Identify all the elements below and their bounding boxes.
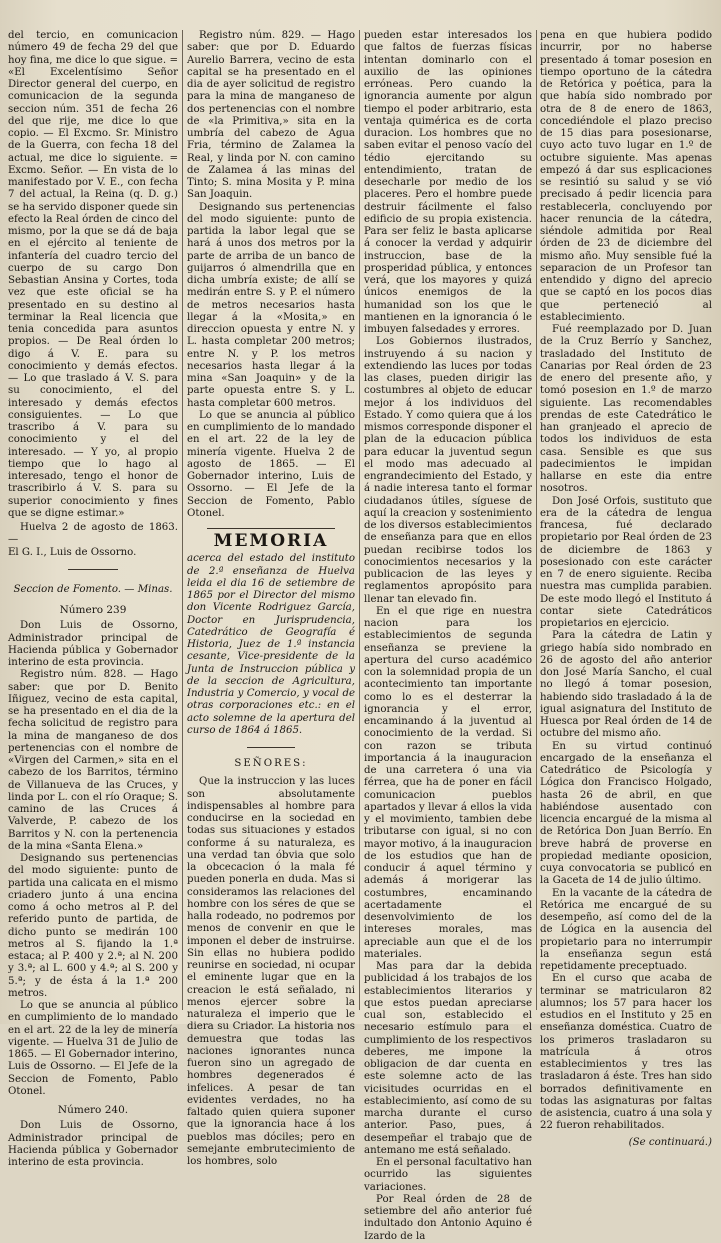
- paragraph: Lo que se anuncia al público en cumplimiento de lo mandado en el art. 22 de la ley de minería vigente. — Huelva 31 de Julio de 1865. — El Gobernador interino, Luis de Ossorno. — El Jefe de la Seccion de Fomento, Pablo Otonel.: [8, 1000, 178, 1097]
- paragraph: Don Luis de Ossorno, Administrador principal de Hacienda pública y Gobernador interino de esta provincia.: [8, 620, 178, 668]
- divider: [207, 528, 335, 529]
- column-4: [540, 30, 712, 1148]
- memoria-subtitle: acerca del estado del instituto de 2.ª enseñanza de Huelva leida el dia 16 de setiembre de 1865 por el Director del mismo don Vicente Rodriguez García, Doctor en Jurisprudencia, Catedrático de Geografía é Historia, Juez de 1.ª instancia cesante, Vice-presidente de la Junta de Instruccion pública y de la seccion de Agricultura, Industria y Comercio, y vocal de otras corporaciones etc.: en el acto solemne de la apertura del curso de 1864 á 1865.: [187, 553, 355, 736]
- item-number-heading: Número 239: [59, 604, 127, 616]
- column-rule: [536, 30, 537, 1010]
- column-2: [187, 30, 355, 1167]
- paragraph: del tercio, en comunicacion número 49 de fecha 29 del que hoy fina, me dice lo que sigue. = «El Excelentísimo Señor Director general del cuerpo, en comunicacion de la segunda seccion núm. 351 de fecha 26 del que rije, me dice lo que copio. — El Excmo. Sr. Ministro de la Guerra, con fecha 18 del actual, me dice lo siguiente. = Excmo. Señor. — En vista de lo manifestado por V. E., con fecha 7 del actual, la Reina (q. D. g.) se ha servido disponer quede sin efecto la Real órden de cinco del mismo, por la que se dá de baja en el ejército al teniente de infantería del cuadro tercio del cuerpo de su cargo Don Sebastian Ansina y Cortes, toda vez que este oficial se ha presentado en su destino al terminar la Real licencia que tenia concedida para asuntos propios. — De Real órden lo digo á V. E. para su conocimiento y demás efectos. — Lo que traslado á V. S. para su conocimiento, el del interesado y demás efectos consiguientes. — Lo que trascribo á V. para su conocimiento y el del interesado. — Y yo, al propio tiempo que lo hago al interesado, tengo el honor de trascribirlo á V. S. para su superior conocimiento y fines que se digne estimar.»: [8, 30, 178, 519]
- paragraph: pena en que hubiera podido incurrir, por no haberse presentado á tomar posesion en tiempo oportuno de la cátedra de Retórica y poética, para la que había sido nombrado por otra de 8 de enero de 1863, concediéndole el plazo preciso de 15 dias para posesionarse, cuyo acto tuvo lugar en 1.º de octubre siguiente. Mas apenas empezó á dar sus esplicaciones se resintió su salud y se vió precisado á pedir licencia para restablecerla, concluyendo por hacer renuncia de la cátedra, siéndole admitida por Real órden de 23 de diciembre del mismo año. Muy sensible fué la separacion de un Profesor tan entendido y digno del aprecio que se captó en los pocos dias que perteneció al establecimiento.: [540, 30, 712, 323]
- paragraph: Que la instruccion y las luces son absolutamente indispensables al hombre para conducirse en la sociedad en todas sus situaciones y estados conforme á su naturaleza, es una verdad tan óbvia que solo la obcecacion ó la mala fé pueden ponerla en duda. Mas si consideramos las relaciones del hombre con los séres de que se halla rodeado, no podremos por menos de convenir en que le imponen el deber de instruirse. Sin ellas no hubiera podido reunirse en sociedad, ni ocupar el eminente lugar que en la creacion le está señalado, ni menos ejercer sobre la naturaleza el imperio que le diera su Criador. La historia nos demuestra que todas las naciones ignorantes nunca fueron sino un agregado de hombres degenerados é infelices. A pesar de tan evidentes verdades, no ha faltado quien quiera suponer que la ignorancia hace á los pueblos mas dóciles; pero en semejante embrutecimiento de los hombres, solo: [187, 776, 355, 1167]
- paragraph: Los Gobiernos ilustrados, instruyendo á su nacion y extendiendo las luces por todas las clases, pueden dirigir las costumbres al objeto de educar mejor á los individuos del Estado. Y como quiera que á los mismos corresponde disponer el plan de la educacion pública para educar la juventud segun el modo mas adecuado al engrandecimiento del Estado, y á nadie interesa tanto el formar ciudadanos útiles, síguese de aquí la creacion y sostenimiento de los diversos establecimientos de enseñanza para que en ellos puedan recibirse todos los conocimientos necesarios y la publicacion de las leyes y reglamentos apropósito para llenar tan elevado fin.: [364, 336, 532, 605]
- divider: [247, 747, 295, 748]
- paragraph: En su virtud continuó encargado de la enseñanza el Catedrático de Psicología y Lógica don Francisco Holgado, hasta 26 de abril, en que habiéndose ausentado con licencia encargué de la misma al de Retórica Don Juan Berrío. En breve habrá de proverse en propiedad mediante oposicion, cuya convocatoria se publicó en la Gaceta de 14 de julio último.: [540, 740, 712, 887]
- paragraph: En el personal facultativo han ocurrido las siguientes variaciones.: [364, 1157, 532, 1193]
- paragraph: Designando sus pertenencias del modo siguiente: punto de partida la labor legal que se hará á unos dos metros por la parte de arriba de un banco de guijarros ó almendrilla que en dicha umbría existe; de allí se medirán entre S. y P. el número de metros necesarios hasta llegar á la «Mosita,» en direccion opuesta y entre N. y L. hasta completar 200 metros; entre N. y P. los metros necesarios hasta llegar á la mina «San Joaquin» y de la parte opuesta entre S. y L. hasta completar 600 metros.: [187, 201, 355, 409]
- paragraph: pueden estar interesados los que faltos de fuerzas físicas intentan dominarlo con el auxilio de las opiniones erróneas. Pero cuando la ignorancia aumente por algun tiempo el poder arbitrario, esta ventaja quimérica es de corta duracion. Los hombres que no saben evitar el penoso vacío del tédio ejercitando su entendimiento, tratan de desecharle por medio de los placeres. Pero el hombre puede destruir fácilmente el falso edificio de su propia existencia. Para ser feliz le basta aplicarse á conocer la verdad y adquirir instruccion, base de la prosperidad pública, y entonces verá, que los mayores y quizá únicos enemigos de la humanidad son los que le mantienen en la ignorancia ó le imbuyen falsedades y errores.: [364, 30, 532, 335]
- salutation: SEÑORES:: [234, 758, 308, 769]
- paragraph: Don José Orfois, sustituto que era de la cátedra de lengua francesa, fué declarado propietario por Real órden de 23 de diciembre de 1863 y posesionado con este carácter en 7 de enero siguiente. Reciba nuestra mas cumplida parabien. De este modo llegó el Instituto á contar siete Catedráticos propietarios en ejercicio.: [540, 495, 712, 629]
- paragraph: En la vacante de la cátedra de Retórica me encargué de su desempeño, así como del de la de Lógica en la ausencia del propietario para no interrumpir la enseñanza segun está repetidamente preceptuado.: [540, 887, 712, 972]
- signature: El G. I., Luis de Ossorno.: [8, 546, 137, 558]
- continued-note: (Se continuará.): [628, 1136, 712, 1148]
- column-rule: [359, 30, 360, 1010]
- paragraph: Por Real órden de 28 de setiembre del año anterior fué indultado don Antonio Aquino é Izardo de la: [364, 1193, 532, 1242]
- paragraph: En el que rige en nuestra nacion para los establecimientos de segunda enseñanza se previene la apertura del curso académico con la solemnidad propia de un acontecimiento tan importante como lo es el desterrar la ignorancia y el error, encaminando á la juventud al conocimiento de la verdad. Si con razon se tributa importancia á la inauguracion de una carretera ó una via férrea, que ha de poner en fácil comunicacion pueblos apartados y llevar á ellos la vida y el movimiento, tambien debe tributarse con igual, si no con mayor motivo, á la inauguracion de los estudios que han de conducir á aquel término y además á morigerar las costumbres, encaminando acertadamente el desenvolvimiento de los intereses morales, mas apreciable aun que el de los materiales.: [364, 605, 532, 960]
- paragraph: Don Luis de Ossorno, Administrador principal de Hacienda pública y Gobernador interino de esta provincia.: [8, 1120, 178, 1168]
- paragraph: Registro núm. 829. — Hago saber: que por D. Eduardo Aurelio Barrera, vecino de esta capital se ha presentado en el dia de ayer solicitud de registro para la mina de manganeso de dos pertenencias con el nombre de «la Primitiva,» sita en la umbría del cabezo de Agua Fria, término de Zalamea la Real, y linda por N. con camino de Zalamea á las minas del Tinto; S. mina Mosita y P. mina San Joaquin.: [187, 30, 355, 201]
- divider: [68, 569, 118, 570]
- dateline: Huelva 2 de agosto de 1863. —: [8, 522, 178, 546]
- item-number-heading: Número 240.: [57, 1104, 129, 1116]
- paragraph: Lo que se anuncia al público en cumplimiento de lo mandado en el art. 22 de la ley de minería vigente. Huelva 2 de agosto de 1865. — El Gobernador interino, Luis de Ossorno. — El Jefe de la Seccion de Fomento, Pablo Otonel.: [187, 409, 355, 519]
- paragraph: Fué reemplazado por D. Juan de la Cruz Berrío y Sanchez, trasladado del Instituto de Canarias por Real órden de 23 de enero del presente año, y tomó posesion en 1.º de marzo siguiente. Las recomendables prendas de este Catedrático le han granjeado el aprecio de todos los individuos de esta casa. Sensible es que sus padecimientos le impidan hallarse en este dia entre nosotros.: [540, 324, 712, 495]
- paragraph: Para la cátedra de Latin y griego había sido nombrado en 26 de agosto del año anterior don José María Sancho, el cual no llegó á tomar posesion, habiendo sido trasladado á la de igual asignatura del Instituto de Huesca por Real órden de 14 de octubre del mismo año.: [540, 630, 712, 740]
- paragraph: Designando sus pertenencias del modo siguiente: punto de partida una calicata en el mismo criadero junto á una encina como á ocho metros al P. del referido punto de partida, de dicho punto se medirán 100 metros al S. fijando la 1.ª estaca; al P. 400 y 2.ª; al N. 200 y 3.ª; al L. 600 y 4.ª; al S. 200 y 5.ª; y de ésta á la 1.ª 200 metros.: [8, 853, 178, 999]
- paragraph: Mas para dar la debida publicidad á los trabajos de los establecimientos literarios y que estos puedan apreciarse cual son, establecido el necesario estímulo para el cumplimiento de los respectivos deberes, me impone la obligacion de dar cuenta en este solemne acto de las vicisitudes ocurridas en el establecimiento, así como de su marcha durante el curso anterior. Paso, pues, á desempeñar el trabajo que de antemano me está señalado.: [364, 961, 532, 1156]
- column-1: [8, 30, 178, 1168]
- column-rule: [182, 30, 183, 1010]
- column-3: [364, 30, 532, 1242]
- section-heading: Seccion de Fomento. — Minas.: [13, 583, 173, 595]
- memoria-title: MEMORIA: [213, 531, 329, 551]
- paragraph: Registro núm. 828. — Hago saber: que por D. Benito Iñiguez, vecino de esta capital, se ha presentado en el dia de la fecha solicitud de registro para la mina de manganeso de dos pertenencias con el nombre de «Virgen del Carmen,» sita en el cabezo de los Barritos, término de Villanueva de las Cruces, y linda por L. con el río Oraque; S. camino de las Cruces á Valverde, P. cabezo de los Barritos y N. con la pertenencia de la mina «Santa Elena.»: [8, 669, 178, 852]
- paragraph: En el curso que acaba de terminar se matricularon 82 alumnos; los 57 para hacer los estudios en el Instituto y 25 en enseñanza doméstica. Cuatro de los primeros trasladaron su matrícula á otros establecimientos y tres las trasladaron á éste. Tres han sido borrados definitivamente en todas las asignaturas por faltas de asistencia, cuatro á una sola y 22 fueron rehabilitados.: [540, 973, 712, 1132]
